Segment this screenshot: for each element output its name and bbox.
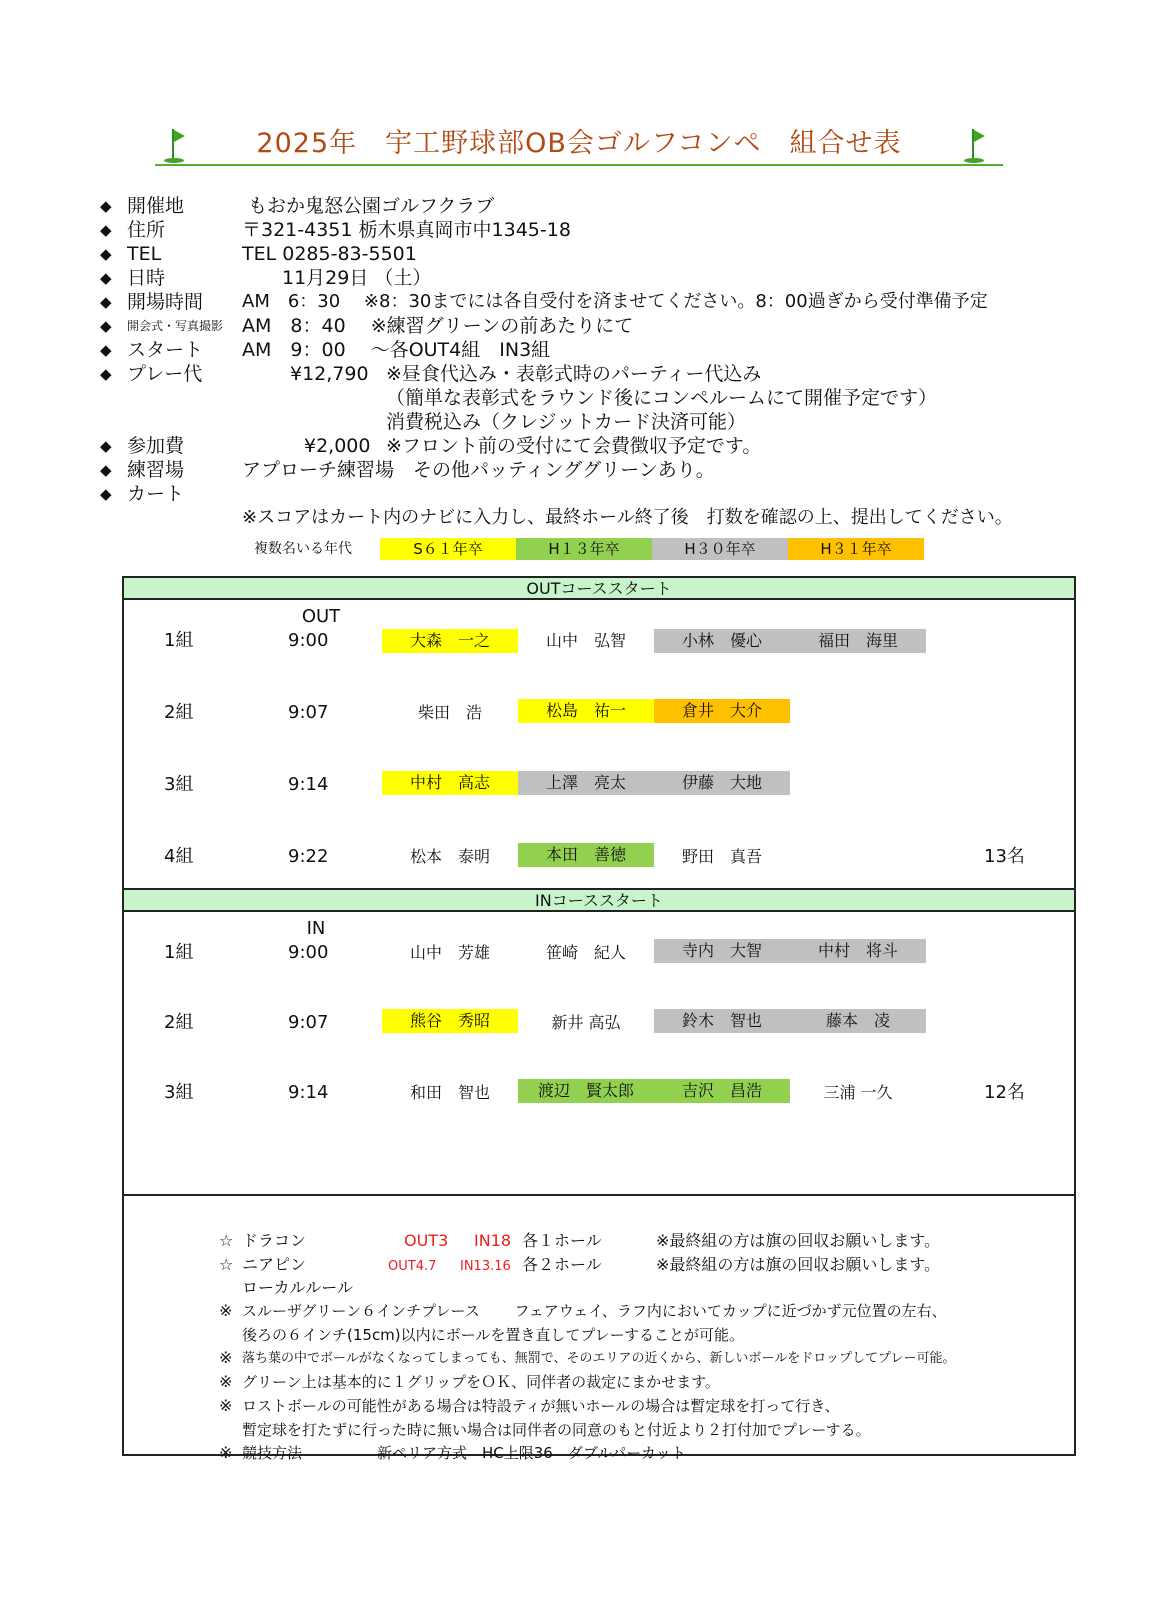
- dracon-holes-out: OUT3: [404, 1231, 449, 1250]
- section-divider: [124, 1194, 1074, 1196]
- note-mark: ※: [219, 1396, 233, 1415]
- nearpin-note: ※最終組の方は旗の回収お願いします。: [656, 1255, 941, 1274]
- title-block: [155, 127, 1003, 167]
- dracon-holes-in: IN18: [474, 1231, 512, 1250]
- group-label: 1組: [164, 630, 194, 651]
- player-name: 新井 高弘: [551, 1013, 621, 1032]
- player-name: 和田 智也: [409, 1083, 490, 1102]
- rule-line: 暫定球を打たずに行った時に無い場合は同伴者の同意のもと付近より２打付加でプレーする。: [242, 1421, 871, 1439]
- info-value-tel: TEL 0285-83-5501: [242, 243, 417, 265]
- info-note-line: 消費税込み（クレジットカード決済可能）: [386, 411, 746, 433]
- player-name: 寺内 大智: [654, 939, 790, 963]
- player-name: 藤本 凌: [790, 1009, 926, 1033]
- pairing-table: [122, 576, 1076, 1462]
- rule-line: グリーン上は基本的に１グリップをＯＫ、同伴者の裁定にまかせます。: [242, 1373, 720, 1391]
- player-name: 吉沢 昌浩: [654, 1079, 790, 1103]
- bullet-icon: ◆: [100, 317, 112, 335]
- note-mark: ※: [219, 1348, 233, 1367]
- group-label: 2組: [164, 1012, 194, 1033]
- bullet-icon: ◆: [100, 245, 112, 263]
- tee-time: 9:07: [288, 702, 329, 723]
- legend-h30: H３０年卒: [652, 538, 788, 560]
- bullet-icon: ◆: [100, 341, 112, 359]
- player-name: 上澤 亮太: [518, 771, 654, 795]
- player-name: 小林 優心: [654, 629, 790, 653]
- player-name: 伊藤 大地: [654, 771, 790, 795]
- tee-time: 9:00: [288, 630, 329, 651]
- info-note-entry-fee: ※フロント前の受付にて会費徴収予定です。: [386, 435, 762, 457]
- info-label-practice: 練習場: [127, 459, 185, 481]
- in-section-header: INコーススタート: [124, 888, 1074, 912]
- group-label: 4組: [164, 846, 194, 867]
- info-value-open-time: AM 6：30 ※8：30までには各自受付を済ませてください。8：00過ぎから受付準備予定: [242, 291, 988, 312]
- note-mark: ※: [219, 1301, 233, 1320]
- dracon-note: ※最終組の方は旗の回収お願いします。: [656, 1231, 941, 1250]
- page-title: 2025年 宇工野球部OB会ゴルフコンペ 組合せ表: [256, 128, 902, 159]
- note-mark: ※: [219, 1372, 233, 1391]
- player-name: 山中 弘智: [545, 631, 626, 650]
- info-label-ceremony: 開会式・写真撮影: [127, 319, 224, 333]
- tee-time: 9:00: [288, 942, 329, 963]
- nearpin-holes-in: IN13.16: [460, 1259, 511, 1274]
- info-note-line: （簡単な表彰式をラウンド後にコンペルームにて開催予定です）: [386, 387, 938, 409]
- info-label-venue: 開催地: [127, 195, 185, 217]
- info-label-cart: カート: [127, 483, 185, 505]
- rule-line: 競技方法 新ペリア方式 HC上限36 ダブルパーカット: [242, 1444, 686, 1462]
- group-label: 1組: [164, 942, 194, 963]
- legend-label: 複数名いる年代: [254, 541, 352, 557]
- out-course-label: OUT: [301, 606, 341, 627]
- player-name: 山中 芳雄: [409, 943, 490, 962]
- info-label-start: スタート: [127, 339, 204, 361]
- dracon-suffix: 各１ホール: [522, 1231, 602, 1250]
- player-name: 本田 善徳: [518, 843, 654, 867]
- star-icon: ☆: [219, 1231, 234, 1250]
- score-note: ※スコアはカート内のナビに入力し、最終ホール終了後 打数を確認の上、提出してください。: [242, 507, 1013, 528]
- bullet-icon: ◆: [100, 485, 112, 503]
- player-name: 福田 海里: [790, 629, 926, 653]
- info-value-start: AM 9：00 ～各OUT4組 IN3組: [242, 339, 551, 361]
- player-name: 大森 一之: [382, 629, 518, 653]
- info-label-open-time: 開場時間: [127, 291, 204, 313]
- player-name: 柴田 浩: [417, 703, 482, 722]
- title-underline: [155, 164, 1003, 166]
- player-name: 笹崎 紀人: [545, 943, 626, 962]
- group-label: 2組: [164, 702, 194, 723]
- player-name: 中村 高志: [382, 771, 518, 795]
- info-label-address: 住所: [127, 219, 166, 241]
- rule-line: 後ろの６インチ(15cm)以内にボールを置き直してプレーすることが可能。: [242, 1326, 745, 1344]
- local-rule-title: ローカルルール: [242, 1278, 353, 1297]
- info-value-play-fee: ¥12,790: [290, 363, 369, 385]
- info-value-practice: アプローチ練習場 その他パッティンググリーンあり。: [242, 459, 715, 481]
- nearpin-suffix: 各２ホール: [522, 1255, 602, 1274]
- note-mark: ※: [219, 1443, 233, 1462]
- rule-line: 落ち葉の中でボールがなくなってしまっても、無罰で、そのエリアの近くから、新しいボールをドロップしてプレー可能。: [242, 1351, 956, 1366]
- info-note-play-fee: ※昼食代込み・表彰式時のパーティー代込み: [386, 363, 762, 385]
- info-value-ceremony: AM 8：40 ※練習グリーンの前あたりにて: [242, 315, 634, 337]
- player-name: 渡辺 賢太郎: [518, 1079, 654, 1103]
- out-section-header: OUTコーススタート: [124, 576, 1074, 600]
- star-icon: ☆: [219, 1255, 234, 1274]
- in-player-count: 12名: [984, 1082, 1025, 1103]
- info-label-entry-fee: 参加費: [127, 435, 185, 457]
- legend-h13: H１３年卒: [516, 538, 652, 560]
- nearpin-holes-out: OUT4.7: [388, 1259, 437, 1274]
- info-value-address: 〒321-4351 栃木県真岡市中1345-18: [242, 219, 571, 241]
- player-name: 倉井 大介: [654, 699, 790, 723]
- tee-time: 9:22: [288, 846, 329, 867]
- player-name: 松島 祐一: [518, 699, 654, 723]
- player-name: 松本 泰明: [409, 847, 490, 866]
- info-value-venue: もおか鬼怒公園ゴルフクラブ: [248, 195, 495, 217]
- info-label-play-fee: プレー代: [127, 363, 203, 385]
- bullet-icon: ◆: [100, 461, 112, 479]
- group-label: 3組: [164, 774, 194, 795]
- tee-time: 9:14: [288, 1082, 329, 1103]
- bullet-icon: ◆: [100, 437, 112, 455]
- legend-h31: H３１年卒: [788, 538, 924, 560]
- player-name: 熊谷 秀昭: [382, 1009, 518, 1033]
- rule-line: ロストボールの可能性がある場合は特設ティが無いホールの場合は暫定球を打って行き、: [242, 1397, 840, 1415]
- legend-s61: S６１年卒: [380, 538, 516, 560]
- info-value-entry-fee: ¥2,000: [304, 435, 371, 457]
- player-name: 三浦 一久: [823, 1083, 893, 1102]
- bullet-icon: ◆: [100, 197, 112, 215]
- dracon-label: ドラコン: [242, 1231, 307, 1250]
- nearpin-label: ニアピン: [242, 1255, 307, 1274]
- tee-time: 9:07: [288, 1012, 329, 1033]
- bullet-icon: ◆: [100, 221, 112, 239]
- player-name: 鈴木 智也: [654, 1009, 790, 1033]
- bullet-icon: ◆: [100, 293, 112, 311]
- tee-time: 9:14: [288, 774, 329, 795]
- info-label-tel: TEL: [127, 243, 162, 265]
- in-course-label: IN: [306, 918, 326, 939]
- info-value-date: 11月29日 （土）: [282, 267, 432, 289]
- rule-line: スルーザグリーン６インチプレース フェアウェイ、ラフ内においてカップに近づかず元位置の左右、: [242, 1302, 947, 1320]
- out-player-count: 13名: [984, 846, 1025, 867]
- info-label-date: 日時: [127, 267, 166, 289]
- golf-flag-icon: [963, 129, 989, 163]
- group-label: 3組: [164, 1082, 194, 1103]
- player-name: 野田 真吾: [681, 847, 762, 866]
- player-name: 中村 将斗: [790, 939, 926, 963]
- bullet-icon: ◆: [100, 269, 112, 287]
- bullet-icon: ◆: [100, 365, 112, 383]
